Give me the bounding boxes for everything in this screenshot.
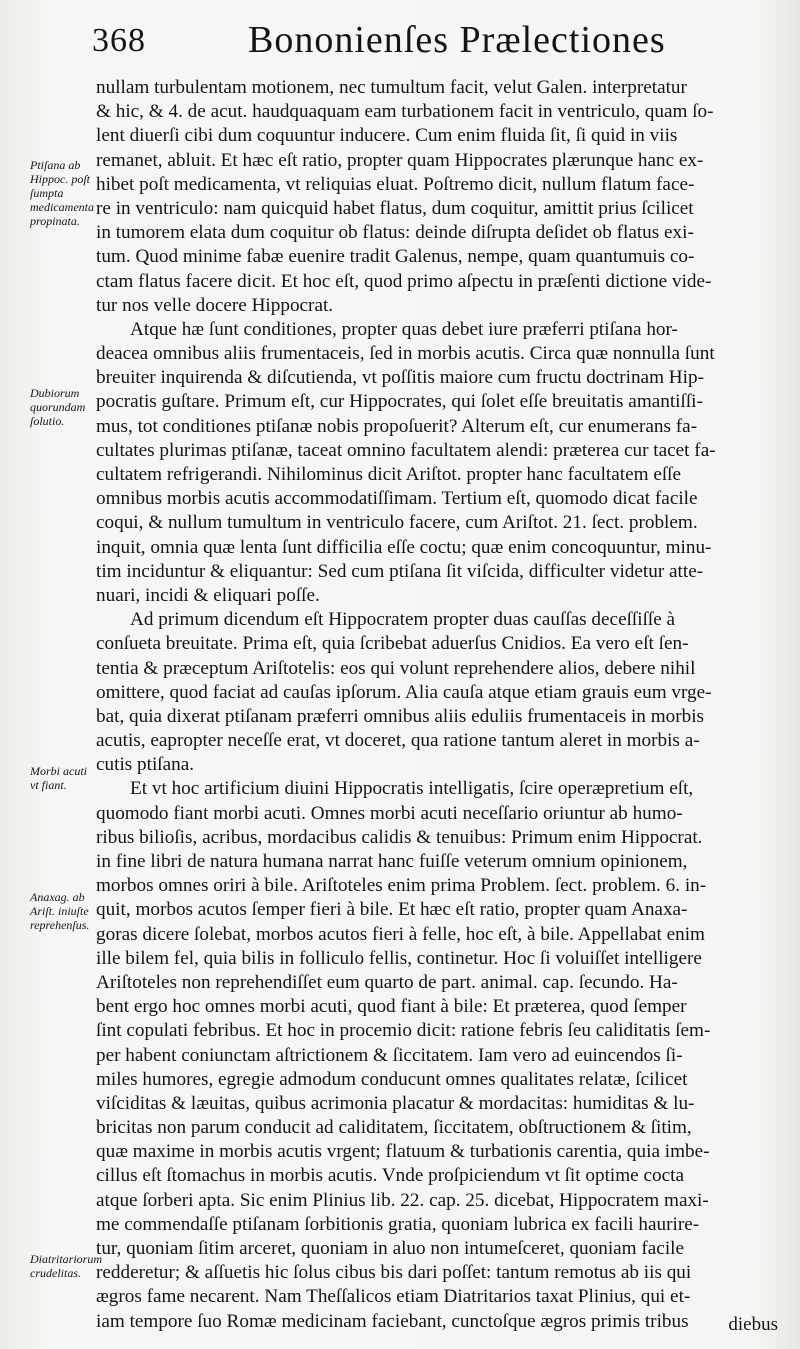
running-head: Bononienſes Prælectiones bbox=[248, 19, 666, 61]
text-line: cillus eſt ſtomachus in morbis acutis. Vnde proſpiciendum vt ſit optime cocta bbox=[96, 1165, 684, 1187]
text-line: bat, quia dixerat ptiſanam præferri omnibus aliis eduliis frumentaceis in morbis bbox=[96, 705, 704, 727]
text-line: ſint copulati febribus. Et hoc in procemio dicit: ratione febris ſeu caliditatis ſem- bbox=[96, 1020, 711, 1042]
text-line: tur nos velle docere Hippocrat. bbox=[96, 294, 334, 316]
text-line: bent ergo hoc omnes morbi acuti, quod fiant à bile: Et præterea, quod ſemper bbox=[96, 996, 687, 1018]
text-line: nuari, incidi & eliquari poſſe. bbox=[96, 584, 320, 606]
catchword: diebus bbox=[728, 1314, 778, 1335]
text-line: iam tempore ſuo Romæ medicinam faciebant, cunctoſque ægros primis tribus bbox=[96, 1310, 689, 1332]
margin-note: Morbi acuti vt fiant. bbox=[30, 764, 87, 792]
page-number: 368 bbox=[92, 22, 146, 59]
text-line: ctam flatus facere dicit. Et hoc eſt, quod primo aſpectu in præſenti dictione vide- bbox=[96, 270, 712, 292]
text-line: ribus bilioſis, acribus, mordacibus calidis & tenuibus: Primum enim Hippocrat. bbox=[96, 826, 703, 848]
body-text bbox=[96, 76, 776, 1334]
text-line: nullam turbulentam motionem, nec tumultum facit, velut Galen. interpretatur bbox=[96, 77, 687, 98]
text-line: tentia & præceptum Ariſtotelis: eos qui volunt reprehendere alios, debere nihil bbox=[96, 657, 696, 679]
text-line: cultatem refrigerandi. Nihilominus dicit Ariſtot. propter hanc facultatem eſſe bbox=[96, 464, 682, 485]
text-line: Atque hæ ſunt conditiones, propter quas debet iure præferri ptiſana hor- bbox=[130, 318, 678, 340]
margin-note: Anaxag. ab Ariſt. iniuſte reprehenſus. bbox=[30, 890, 90, 932]
text-line: conſueta breuitate. Prima eſt, quia ſcribebat aduerſus Cnidios. Ea vero eſt ſen- bbox=[96, 633, 689, 655]
text-line: morbos omnes oriri à bile. Ariſtoteles enim prima Problem. ſect. problem. 6. in- bbox=[96, 875, 707, 897]
text-line: cultates plurimas ptiſanæ, taceat omnino facultatem alendi: præterea cur tacet fa- bbox=[96, 439, 716, 461]
text-line: Et vt hoc artificium diuini Hippocratis intelligatis, ſcire operæpretium eſt, bbox=[130, 778, 694, 800]
margin-note: Ptiſana ab Hippoc. poſt ſumpta medicamenta propinata. bbox=[30, 158, 94, 228]
text-line: ille bilem fel, quia bilis in folliculo fellis, continetur. Hoc ſi voluiſſet intelligere bbox=[96, 947, 702, 969]
text-line: & hic, & 4. de acut. haudquaquam eam turbationem facit in ventriculo, quam ſo- bbox=[96, 101, 714, 123]
text-line: tum. Quod minime fabæ euenire tradit Galenus, nempe, quam quantumuis co- bbox=[96, 246, 695, 268]
text-line: breuiter inquirenda & diſcutienda, vt poſſitis maiore cum fructu doctrinam Hip- bbox=[96, 367, 704, 389]
text-line: Ariſtoteles non reprehendiſſet eum quarto de part. animal. cap. ſecundo. Ha- bbox=[96, 971, 678, 993]
text-line: quæ maxime in morbis acutis vrgent; flatuum & turbationis carentia, quia imbe- bbox=[96, 1141, 710, 1163]
text-line: re in ventriculo: nam quicquid habet flatus, dum coquitur, amittit prius ſcilicet bbox=[96, 197, 694, 219]
margin-note: Diatritariorum crudelitas. bbox=[30, 1252, 103, 1280]
text-line: miles humores, egregie admodum conducunt omnes qualitates relatæ, ſcilicet bbox=[96, 1068, 688, 1090]
text-line: atque ſorberi apta. Sic enim Plinius lib. 22. cap. 25. dicebat, Hippocratem maxi- bbox=[96, 1189, 709, 1211]
text-line: cutis ptiſana. bbox=[96, 754, 195, 776]
text-line: omnibus morbis acutis accommodatiſſimam. Tertium eſt, quomodo dicat facile bbox=[96, 488, 698, 510]
text-line: goras dicere ſolebat, morbos acutos fieri à felle, hoc eſt, à bile. Appellabat enim bbox=[96, 923, 705, 945]
margin-note: Dubiorum quorundam ſolutio. bbox=[30, 386, 86, 428]
page-header bbox=[92, 16, 782, 76]
text-line: quomodo fiant morbi acuti. Omnes morbi acuti neceſſario oriuntur ab humo- bbox=[96, 802, 683, 824]
text-line: bricitas non parum conducit ad caliditatem, ſiccitatem, obſtructionem & ſitim, bbox=[96, 1117, 692, 1139]
text-line: coqui, & nullum tumultum in ventriculo facere, cum Ariſtot. 21. ſect. problem. bbox=[96, 512, 698, 534]
text-line: omittere, quod faciat ad cauſas ipſorum. Alia cauſa atque etiam grauis eum vrge- bbox=[96, 681, 712, 703]
text-line: in fine libri de natura humana narrat hanc fuiſſe veterum omnium opinionem, bbox=[96, 851, 688, 872]
text-line: deacea omnibus aliis frumentaceis, ſed in morbis acutis. Circa quæ nonnulla ſunt bbox=[96, 343, 715, 365]
text-line: Ad primum dicendum eſt Hippocratem propter duas cauſſas deceſſiſſe à bbox=[130, 609, 676, 631]
margin-notes bbox=[0, 0, 103, 1349]
text-line: quit, morbos acutos ſemper fieri à bile. Et hæc eſt ratio, propter quam Anaxa- bbox=[96, 899, 688, 921]
text-line: acutis, eapropter neceſſe erat, vt doceret, qua ratione tantum aleret in morbis a- bbox=[96, 730, 700, 752]
text-line: tim inciduntur & eliquantur: Sed cum ptiſana ſit viſcida, difficulter videtur atte- bbox=[96, 560, 704, 582]
text-line: ægros fame necarent. Nam Theſſalicos etiam Diatritarios taxat Plinius, qui et- bbox=[96, 1286, 691, 1308]
text-line: viſciditas & læuitas, quibus acrimonia placatur & mordacitas: humiditas & lu- bbox=[96, 1092, 695, 1114]
text-line: per habent coniunctam aſtrictionem & ſiccitatem. Iam vero ad euincendos ſi- bbox=[96, 1044, 683, 1066]
text-line: in tumorem elata dum coquitur ob flatus: deinde diſrupta deſidet ob flatus exi- bbox=[96, 222, 694, 244]
text-line: remanet, abluit. Et hæc eſt ratio, propter quam Hippocrates plærunque hanc ex- bbox=[96, 149, 704, 171]
text-line: lent diuerſi cibi dum coquuntur inducere. Cum enim fluida ſit, ſi quid in viis bbox=[96, 125, 678, 147]
text-line: mus, tot conditiones ptiſanæ nobis propoſuerit? Alterum eſt, cur enumerans fa- bbox=[96, 415, 698, 437]
text-line: me commendaſſe ptiſanam ſorbitionis gratia, quoniam lubrica ex facili haurire- bbox=[96, 1213, 700, 1235]
text-line: tur, quoniam ſitim arceret, quoniam in aluo non intumeſceret, quoniam facile bbox=[96, 1238, 685, 1259]
text-line: redderetur; & aſſuetis hic ſolus cibus bis dari poſſet: tantum remotus ab iis qui bbox=[96, 1262, 692, 1284]
text-line: inquit, omnia quæ lenta ſunt difficilia eſſe coctu; quæ enim concoquuntur, minu- bbox=[96, 536, 712, 558]
text-line: pocratis guſtare. Primum eſt, cur Hippocrates, qui ſolet eſſe breuitatis amantiſſi- bbox=[96, 391, 703, 413]
text-line: hibet poſt medicamenta, vt reliquias eluat. Poſtremo dicit, nullum flatum face- bbox=[96, 173, 695, 195]
